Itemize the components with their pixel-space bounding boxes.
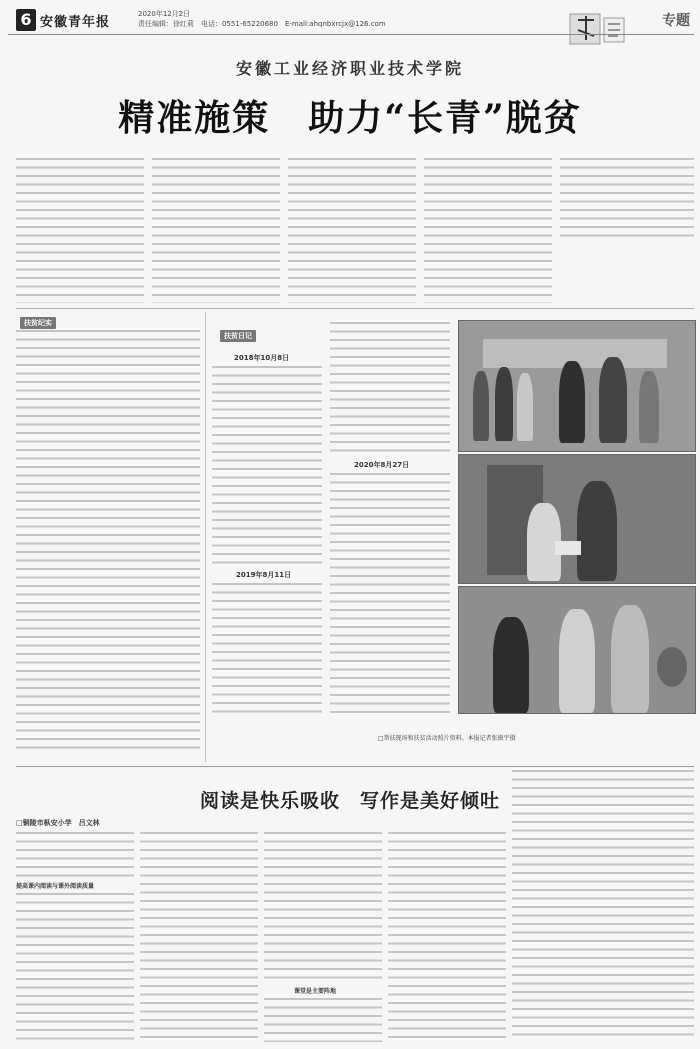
lower-column-1: [16, 832, 134, 1042]
column-divider: [205, 312, 206, 762]
lower-headline: 阅读是快乐吸收 写作是美好倾吐: [199, 790, 500, 812]
person-figure: [473, 371, 489, 441]
paper-name: 安徽青年报: [40, 15, 111, 30]
person-figure: [493, 617, 529, 713]
masthead: [8, 6, 694, 36]
person-figure: [611, 605, 649, 713]
timeline-date-2: 2019年8月11日: [236, 571, 292, 579]
photo-student-award: [458, 454, 696, 584]
editor-contact: 责任编辑：徐红莉 电话：0551-65220680 E-mail:ahqnbxrcjx@126.com: [138, 20, 386, 28]
timeline-tag: 扶贫日记: [220, 330, 256, 342]
person-figure: [559, 609, 595, 713]
photo-caption: □帮扶现场和扶贫活动照片资料。本报记者张振宇摄: [378, 735, 516, 742]
timeline-text-2: [212, 583, 322, 713]
left-article-tag: 扶贫纪实: [20, 317, 56, 329]
person-figure: [599, 357, 627, 443]
left-article-text: [16, 330, 200, 755]
lower-column-4: [388, 832, 506, 1042]
photo-home-visit: [458, 586, 696, 714]
certificate: [555, 541, 581, 555]
person-figure: [495, 367, 513, 441]
issue-date: 2020年12月2日: [138, 10, 191, 18]
lower-column-2: [140, 832, 258, 1042]
intro-column-2: [152, 158, 280, 303]
lower-byline: □铜陵市枞安小学 吕文林: [16, 819, 100, 827]
scooter: [657, 647, 687, 687]
section-divider: [16, 308, 694, 309]
masthead-rule: [8, 34, 694, 35]
column-logo: [568, 8, 638, 50]
timeline-text-1: [212, 366, 322, 566]
lower-subhead-1: 提高课内阅读与课外阅读质量: [16, 883, 95, 891]
intro-column-1: [16, 158, 144, 303]
masthead-info: [138, 9, 386, 29]
section-label: 专题: [662, 13, 690, 29]
timeline-text-3: [330, 322, 450, 457]
person-figure: [517, 373, 533, 441]
timeline-text-4: [330, 473, 450, 713]
timeline-date-3: 2020年8月27日: [354, 461, 410, 469]
page-number: 6: [16, 9, 36, 31]
lower-column-3: [264, 832, 382, 1042]
lower-subhead-2: 课堂是主要阵地: [294, 988, 337, 996]
person-figure: [639, 371, 659, 443]
main-headline: 精准施策 助力“长青”脱贫: [118, 97, 582, 139]
photo-stage-group: [458, 320, 696, 452]
person-figure: [559, 361, 585, 443]
intro-column-3: [288, 158, 416, 303]
intro-column-5: [560, 158, 694, 303]
school-name: 安徽工业经济职业技术学院: [235, 59, 464, 78]
lower-column-5: [512, 770, 694, 1042]
intro-column-4: [424, 158, 552, 303]
timeline-date-1: 2018年10月8日: [234, 354, 290, 362]
adult-figure: [577, 481, 617, 581]
